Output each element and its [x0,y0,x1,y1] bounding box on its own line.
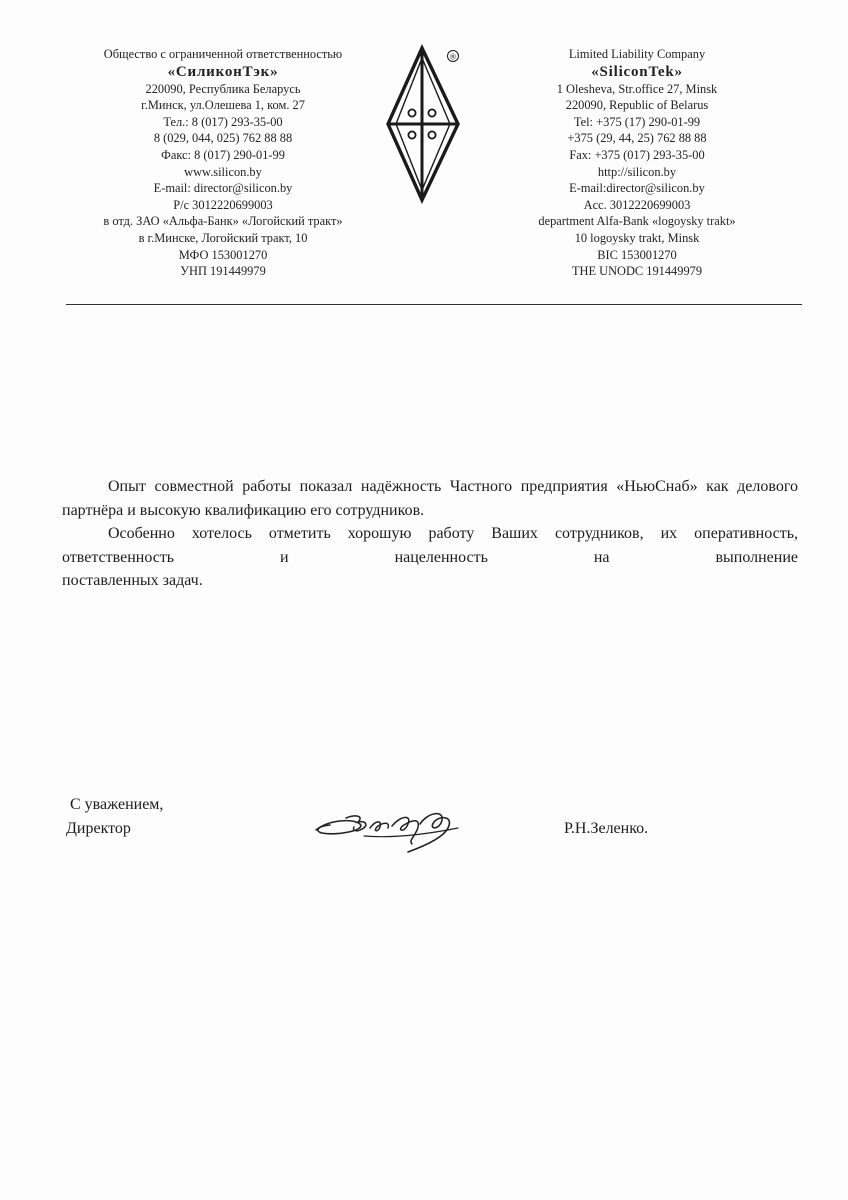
ru-unp: УНП 191449979 [180,264,266,279]
ru-address-line: 220090, Республика Беларусь [145,81,301,96]
body-paragraph-2: Особенно хотелось отметить хорошую работу Ваших сотрудников, их оперативность, ответственность и нацеленность на выполнение [62,525,798,566]
signer-position: Директор [66,820,131,837]
en-legal-form: Limited Liability Company [568,47,706,61]
en-bank-address: 10 logoysky trakt, Minsk [574,230,700,245]
ru-bank: в отд. ЗАО «Альфа-Банк» «Логойский тракт» [103,214,343,229]
letterhead-divider [66,304,802,305]
ru-account: Р/с 3012220699003 [173,197,273,212]
en-email: E-mail:director@silicon.by [569,181,705,196]
en-address-line: 1 Olesheva, Str.office 27, Minsk [556,81,718,96]
ru-address-line: г.Минск, ул.Олешева 1, ком. 27 [141,98,305,113]
en-phone: Tel: +375 (17) 290-01-99 [573,114,701,129]
ru-fax: Факс: 8 (017) 290-01-99 [161,147,285,162]
ru-website: www.silicon.by [184,164,262,179]
en-bank: department Alfa-Bank «logoysky trakt» [538,214,736,229]
en-unodc: THE UNODC 191449979 [571,264,703,279]
en-address-line: 220090, Republic of Belarus [565,98,709,113]
ru-mobile: 8 (029, 044, 025) 762 88 88 [153,131,293,146]
en-company-name: «SiliconTek» [591,63,683,80]
en-fax: Fax: +375 (017) 293-35-00 [569,147,705,162]
diamond-logo-icon [386,44,464,204]
body-paragraph-1: Опыт совместной работы показал надёжность Частного предприятия «НьюСнаб» как делового партнёра и высокую квалификацию его сотрудников. [62,478,798,519]
closing-block [66,793,163,841]
en-website: http://silicon.by [597,164,677,179]
ru-bank-address: в г.Минске, Логойский тракт, 10 [138,230,308,245]
ru-email: E-mail: director@silicon.by [153,181,293,196]
ru-legal-form: Общество с ограниченной ответственностью [103,47,343,61]
signer-name: Р.Н.Зеленко. [564,820,649,837]
letterhead-en [500,46,774,280]
body-paragraph-2-end: поставленных задач. [62,572,203,589]
registered-mark: ® [450,52,456,62]
ru-phone: Тел.: 8 (017) 293-35-00 [163,114,283,129]
en-account: Acc. 3012220699003 [583,197,691,212]
ru-company-name: «СиликонТэк» [167,63,279,80]
en-mobile: +375 (29, 44, 25) 762 88 88 [567,131,707,146]
ru-mfo: МФО 153001270 [178,247,268,262]
closing-regards: С уважением, [70,796,164,813]
en-bic: BIC 153001270 [597,247,677,262]
letterhead-ru [58,46,388,280]
letter-body [62,475,798,593]
handwritten-signature [308,800,478,860]
